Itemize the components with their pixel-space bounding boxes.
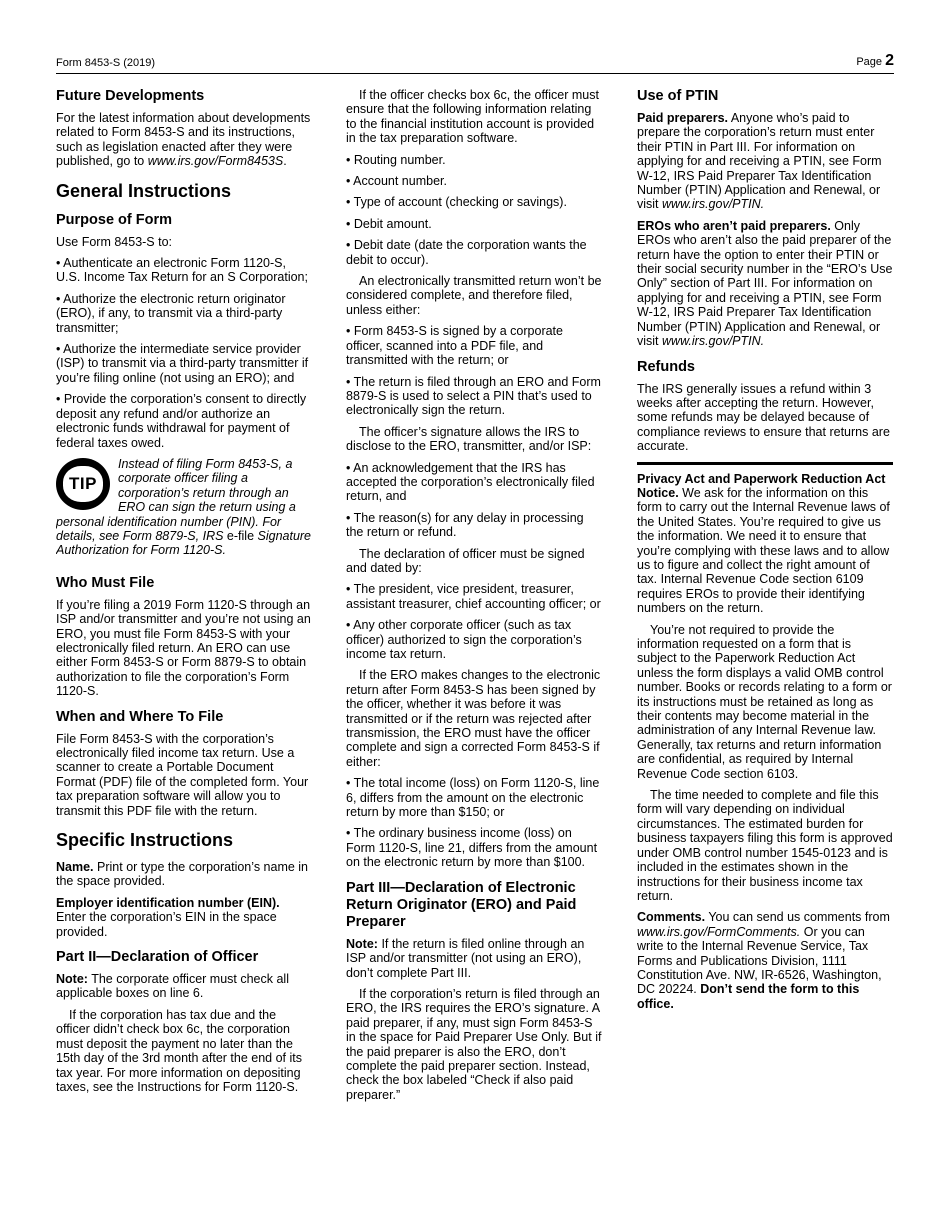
purpose-item: • Provide the corporation’s consent to directly deposit any refund and/or authorize an electronic funds withdrawal for payment of federal taxes owed. xyxy=(56,392,307,450)
disclose-item: • An acknowledgement that the IRS has accepted the corporation’s electronically filed return, and xyxy=(346,460,595,504)
not-complete-text: An electronically transmitted return won’t be considered complete, and therefore filed, unless either: xyxy=(346,274,602,317)
ptin-link[interactable]: www.irs.gov/PTIN. xyxy=(662,197,765,212)
refunds-text: The IRS generally issues a refund within 3 weeks after accepting the return. However, some refunds may be delayed because of compliance reviews to ensure that returns are accurate. xyxy=(637,381,890,454)
tip-box xyxy=(56,457,312,565)
purpose-item: • Authorize the intermediate service provider (ISP) to transmit via a third-party transmitter if you’re filing online (not using an ERO); and xyxy=(56,342,309,385)
omb-text: You’re not required to provide the information requested on a form that is subject to the Paperwork Reduction Act unless the form displays a valid OMB control number. Books or records relating to a form or its instructions must be retained as long as their contents may become material in the administration of any Internal Revenue law. Generally, tax returns and return information are confidential, as required by Internal Revenue Code section 6103. xyxy=(637,622,892,781)
account-item: • Debit date (date the corporation wants the debit to occur). xyxy=(346,238,587,267)
column-1 xyxy=(56,88,312,1101)
who-must-file-heading: Who Must File xyxy=(56,574,155,591)
eros-text: EROs who aren’t paid preparers. Only EROs who aren’t also the paid preparer of the return have the option to enter their PTIN or their social security number in the “ERO’s Use Only” section of Part III. For information on applying for and receiving a PTIN, see Form W-12, IRS Paid Preparer Tax Identification Number (PTIN) Application and Renewal, or visit www.irs.gov/PTIN. xyxy=(637,218,893,349)
specific-instructions-heading: Specific Instructions xyxy=(56,830,234,851)
tip-text: Instead of filing Form 8453-S, a corporate officer filing a corporation’s return through an ERO can sign the return using a personal identification number (PIN). For details, see Form 8879-S, IRS e-file Signature Authorization for Form 1120-S. xyxy=(56,456,312,558)
part2-heading: Part II—Declaration of Officer xyxy=(56,949,259,966)
account-item: • Account number. xyxy=(346,174,447,189)
form-comments-link[interactable]: www.irs.gov/FormComments. xyxy=(637,924,801,939)
time-text: The time needed to complete and file this form will vary depending on individual circumstances. The estimated burden for business taxpayers filing this form is approved under OMB control number 1545-0123 and is included in the estimates shown in the instructions for their business income tax return. xyxy=(637,788,893,903)
signed-text: The declaration of officer must be signed and dated by: xyxy=(346,546,585,575)
account-item: • Debit amount. xyxy=(346,216,432,231)
section-divider xyxy=(637,462,893,465)
disclose-item: • The reason(s) for any delay in processing the return or refund. xyxy=(346,510,584,540)
ero-text: If the corporation’s return is filed through an ERO, the IRS requires the ERO’s signature. A paid preparer, if any, must sign Form 8453-S in the space for Paid Preparer Use Only. But if the paid preparer is also the ERO, don’t complete the paid preparer section. Instead, check the box labeled “Check if also paid preparer.” xyxy=(346,986,602,1102)
part3-note: Note: If the return is filed online through an ISP and/or transmitter (not using an ERO), don’t complete Part III. xyxy=(346,936,585,980)
account-item: • Type of account (checking or savings). xyxy=(346,195,567,210)
tip-icon xyxy=(56,458,110,510)
changes-item: • The ordinary business income (loss) on Form 1120-S, line 21, differs from the amount on the electronic return by more than $100. xyxy=(346,826,598,870)
form-id: Form 8453-S (2019) xyxy=(56,57,156,69)
part3-heading: Part III—Declaration of Electronic Return Originator (ERO) and Paid Preparer xyxy=(346,879,577,930)
purpose-item: • Authorize the electronic return originator (ERO), if any, to transmit via a third-party transmitter; xyxy=(56,291,286,335)
tax-due-text: If the corporation has tax due and the officer didn’t check box 6c, the corporation must deposit the payment no later than the 15th day of the 3rd month after the end of its tax year. For more information on depositing taxes, see the Instructions for Form 1120-S. xyxy=(56,1007,302,1094)
when-where-text: File Form 8453-S with the corporation’s electronically filed income tax return. Use a scanner to create a Portable Document Format (PDF) file of the completed form. Your tax preparation software will allow you to transmit this PDF file with the return. xyxy=(56,731,309,818)
either-item: • The return is filed through an ERO and Form 8879-S is used to select a PIN that’s used to electronically sign the return. xyxy=(346,374,601,418)
form8453s-link[interactable]: www.irs.gov/Form8453S xyxy=(147,154,284,169)
privacy-act-text: Privacy Act and Paperwork Reduction Act Notice. We ask for the information on this form to carry out the Internal Revenue laws of the United States. You’re required to give us the information. We need it to ensure that you’re complying with these laws and to allow us to figure and collect the right amount of tax. Internal Revenue Code section 6109 requires EROs to provide their identifying numbers on the return. xyxy=(637,471,890,616)
when-where-heading: When and Where To File xyxy=(56,708,224,725)
part2-note: Note: The corporate officer must check all applicable boxes on line 6. xyxy=(56,972,289,1001)
tip-label: TIP xyxy=(63,466,103,502)
future-developments-text: For the latest information about developments related to Form 8453-S and its instructions, such as legislation enacted after they were published, go to www.irs.gov/Form8453S. xyxy=(56,111,311,169)
box6c-text: If the officer checks box 6c, the officer must ensure that the following information relating to the financial institution account is provided in the tax preparation software. xyxy=(346,88,599,146)
disclose-text: The officer’s signature allows the IRS to disclose to the ERO, transmitter, and/or ISP: xyxy=(346,424,592,454)
who-must-file-text: If you’re filing a 2019 Form 1120-S through an ISP and/or transmitter and you’re not using an ERO, you must file Form 8453-S with your electronically filed return. An ERO can use either Form 8453-S or Form 8879-S to obtain authorization to file the corporation’s Form 1120-S. xyxy=(56,597,311,699)
ptin-heading: Use of PTIN xyxy=(637,88,719,104)
column-3 xyxy=(637,88,893,1018)
future-developments-heading: Future Developments xyxy=(56,88,205,104)
either-item: • Form 8453-S is signed by a corporate officer, scanned into a PDF file, and transmitted with the return; or xyxy=(346,324,563,368)
purpose-item: • Authenticate an electronic Form 1120-S, U.S. Income Tax Return for an S Corporation; xyxy=(56,256,308,285)
page-label: Page xyxy=(856,56,883,68)
account-item: • Routing number. xyxy=(346,152,446,167)
comments-text: Comments. You can send us comments from www.irs.gov/FormComments. Or you can write to the Internal Revenue Service, Tax Forms and Publications Division, 1111 Constitution Ave. NW, IR-6526, Washington, DC 20224. Don’t send the form to this office. xyxy=(637,910,890,1011)
signer-item: • Any other corporate officer (such as tax officer) authorized to sign the corporation’s income tax return. xyxy=(346,618,582,661)
page-number: 2 xyxy=(885,52,894,69)
ein-instruction: Employer identification number (EIN). Enter the corporation’s EIN in the space provided. xyxy=(56,895,280,939)
page-number-label xyxy=(856,52,894,70)
purpose-intro: Use Form 8453-S to: xyxy=(56,234,173,249)
purpose-heading: Purpose of Form xyxy=(56,211,173,228)
general-instructions-heading: General Instructions xyxy=(56,180,232,201)
paid-preparers-text: Paid preparers. Anyone who’s paid to prepare the corporation’s return must enter their PTIN in Part III. For information on applying for and receiving a PTIN, see Form W-12, IRS Paid Preparer Tax Identification Number (PTIN) Application and Renewal, or visit www.irs.gov/PTIN. xyxy=(637,111,882,212)
changes-item: • The total income (loss) on Form 1120-S, line 6, differs from the amount on the electronic return by more than $150; or xyxy=(346,776,600,820)
column-2 xyxy=(346,88,602,1109)
signer-item: • The president, vice president, treasurer, assistant treasurer, chief accounting officer; or xyxy=(346,582,601,611)
page-header xyxy=(56,53,894,74)
changes-text: If the ERO makes changes to the electronic return after Form 8453-S has been signed by the officer, whether it was before it was transmitted or if the return was rejected after transmission, the ERO must have the officer complete and sign a corrected Form 8453-S if either: xyxy=(346,668,601,769)
ptin-link[interactable]: www.irs.gov/PTIN. xyxy=(662,334,765,349)
name-instruction: Name. Print or type the corporation’s name in the space provided. xyxy=(56,860,309,889)
refunds-heading: Refunds xyxy=(637,358,695,375)
